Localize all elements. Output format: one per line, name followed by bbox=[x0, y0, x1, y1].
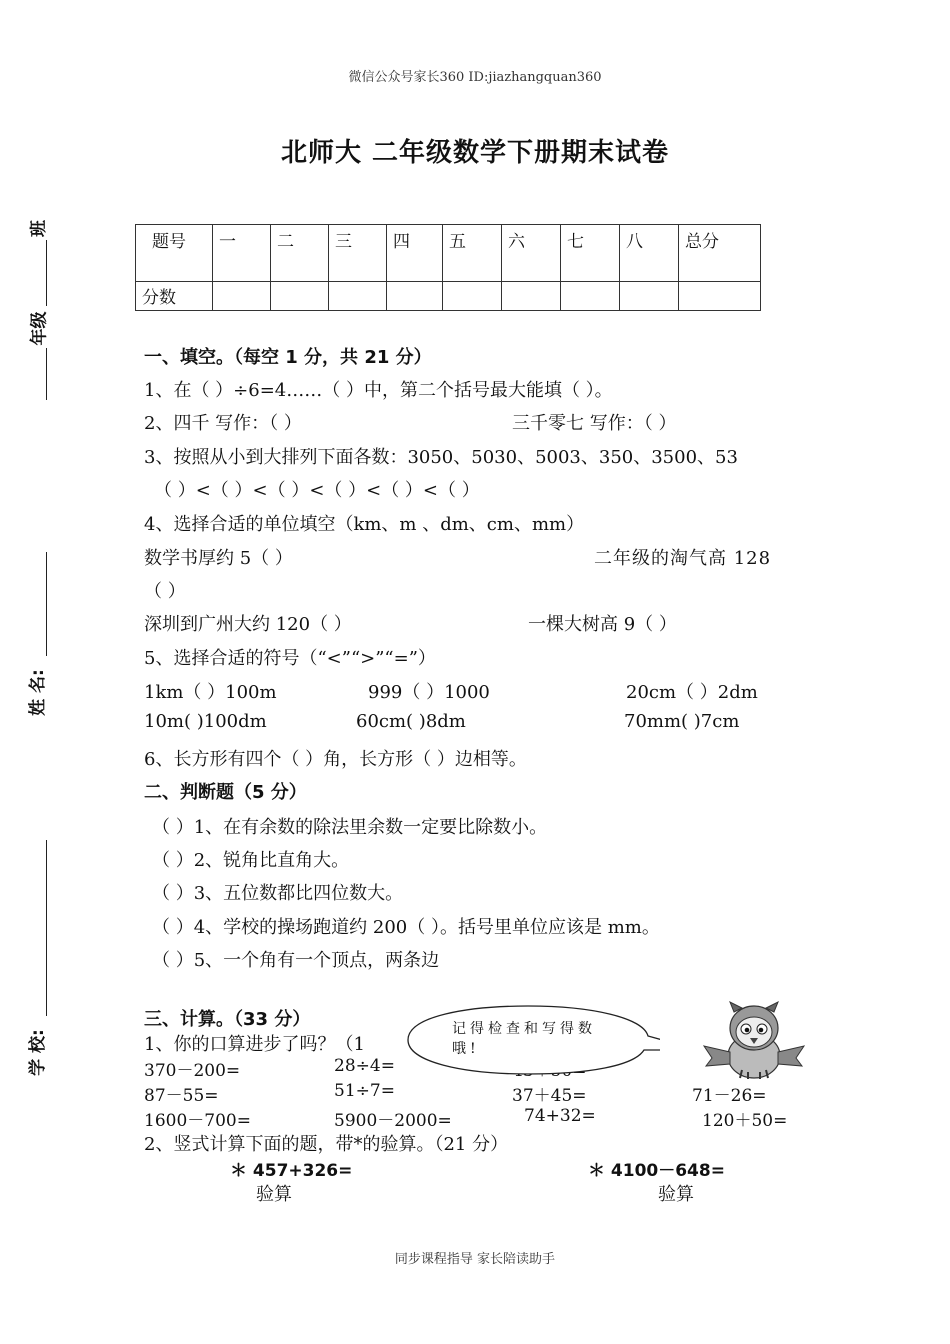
section3-q1: 1、你的口算进步了吗？（1 bbox=[144, 1034, 365, 1055]
score-cell[interactable] bbox=[443, 282, 502, 311]
section1-q4e: 一棵大树高 9（ ） bbox=[528, 614, 677, 635]
check-label-1: 验算 bbox=[256, 1184, 292, 1205]
section1-title: 一、填空。（每空 1 分，共 21 分） bbox=[144, 347, 432, 368]
section1-q1: 1、在（ ）÷6=4……（ ）中，第二个括号最大能填（ ）。 bbox=[144, 380, 613, 401]
section1-q5-r2-a: 10m( )100dm bbox=[144, 711, 267, 732]
section1-q5: 5、选择合适的符号（“<”“>”“=”） bbox=[144, 648, 436, 669]
side-label-school: 学 校: bbox=[27, 1029, 48, 1076]
header-cell-4: 四 bbox=[387, 225, 443, 282]
header-cell-question: 题号 bbox=[136, 225, 213, 282]
page-title: 北师大 二年级数学下册期末试卷 bbox=[280, 138, 670, 168]
side-blank-grade bbox=[46, 348, 47, 400]
section3-title: 三、计算。（33 分） bbox=[144, 1009, 311, 1030]
section1-q5-r1-c: 20cm（ ）2dm bbox=[626, 682, 758, 703]
calc-r2-c1: 87－55= bbox=[144, 1086, 219, 1106]
score-cell[interactable] bbox=[502, 282, 561, 311]
header-cell-2: 二 bbox=[271, 225, 329, 282]
score-table-header-row bbox=[136, 225, 761, 282]
section1-q4b: 二年级的淘气高 128 bbox=[594, 548, 772, 569]
side-blank-school bbox=[46, 840, 47, 1016]
check-label-2: 验算 bbox=[658, 1184, 694, 1205]
calc-r2-c2: 51÷7= bbox=[334, 1081, 395, 1101]
score-table bbox=[135, 224, 761, 311]
section1-q4a: 数学书厚约 5（ ） bbox=[144, 548, 293, 569]
header-cell-7: 七 bbox=[561, 225, 620, 282]
calc-r2-c4: 71－26= bbox=[692, 1086, 767, 1106]
calc-r3-c4: 120＋50= bbox=[702, 1111, 788, 1131]
calc-r2-c3: 37＋45= bbox=[512, 1086, 587, 1106]
side-label-name: 姓 名: bbox=[27, 669, 48, 716]
side-blank-class bbox=[46, 240, 47, 306]
section1-q3-blanks: （ ）<（ ）<（ ）<（ ）<（ ）<（ ） bbox=[154, 480, 480, 501]
section1-q4c: （ ） bbox=[144, 581, 186, 602]
section1-q2a: 2、四千 写作：（ ） bbox=[144, 413, 302, 434]
section2-item-4: （ ）4、学校的操场跑道约 200（ ）。括号里单位应该是 mm。 bbox=[152, 917, 660, 938]
section2-title: 二、判断题（5 分） bbox=[144, 782, 307, 803]
section1-q6: 6、长方形有四个（ ）角，长方形（ ）边相等。 bbox=[144, 749, 527, 770]
section1-q5-r1-a: 1km（ ）100m bbox=[144, 682, 277, 703]
section1-q4: 4、选择合适的单位填空（km、m 、dm、cm、mm） bbox=[144, 514, 585, 535]
score-cell[interactable] bbox=[271, 282, 329, 311]
section1-q5-r2-b: 60cm( )8dm bbox=[356, 711, 466, 732]
score-cell[interactable] bbox=[213, 282, 271, 311]
header-cell-8: 八 bbox=[620, 225, 679, 282]
owl-mascot-icon bbox=[700, 1000, 808, 1080]
section2-item-2: （ ）2、锐角比直角大。 bbox=[152, 850, 350, 871]
section1-q5-r2-c: 70mm( )7cm bbox=[624, 711, 740, 732]
section2-item-1: （ ）1、在有余数的除法里余数一定要比除数小。 bbox=[152, 817, 548, 838]
header-cell-1: 一 bbox=[213, 225, 271, 282]
section2-item-5: （ ）5、一个角有一个顶点，两条边 bbox=[152, 950, 440, 971]
section1-q2b: 三千零七 写作：（ ） bbox=[512, 413, 677, 434]
vertical-problem-1: ＊ 457+326= bbox=[230, 1161, 353, 1181]
calc-r1-c2: 28÷4= bbox=[334, 1056, 395, 1076]
calc-r3-c3: 74+32= bbox=[524, 1106, 596, 1126]
score-cell[interactable] bbox=[561, 282, 620, 311]
header-cell-5: 五 bbox=[443, 225, 502, 282]
score-cell[interactable] bbox=[620, 282, 679, 311]
section2-item-3: （ ）3、五位数都比四位数大。 bbox=[152, 883, 404, 904]
score-cell[interactable] bbox=[329, 282, 387, 311]
calc-r3-c2: 5900－2000= bbox=[334, 1111, 452, 1131]
score-cell[interactable] bbox=[679, 282, 761, 311]
side-blank-name bbox=[46, 552, 47, 656]
section3-q2: 2、竖式计算下面的题，带*的验算。（21 分） bbox=[144, 1134, 509, 1155]
calc-r3-c1: 1600－700= bbox=[144, 1111, 251, 1131]
side-label-grade: 年级 bbox=[29, 311, 50, 346]
section1-q4d: 深圳到广州大约 120（ ） bbox=[144, 614, 352, 635]
calc-r1-c1: 370－200= bbox=[144, 1061, 241, 1081]
section1-q3: 3、按照从小到大排列下面各数：3050、5030、5003、350、3500、53 bbox=[144, 447, 738, 468]
speech-bubble-text: 记得检查和写得数哦! bbox=[452, 1021, 596, 1057]
score-table-score-row bbox=[136, 282, 761, 311]
header-cell-3: 三 bbox=[329, 225, 387, 282]
side-label-class: 班 bbox=[29, 220, 49, 237]
section1-q5-r1-b: 999（ ）1000 bbox=[368, 682, 490, 703]
vertical-problem-2: ＊ 4100－648= bbox=[588, 1161, 725, 1181]
score-cell[interactable] bbox=[387, 282, 443, 311]
header-cell-6: 六 bbox=[502, 225, 561, 282]
score-row-label: 分数 bbox=[136, 282, 213, 311]
footer-note: 同步课程指导 家长陪读助手 bbox=[394, 1252, 556, 1267]
header-cell-total: 总分 bbox=[679, 225, 761, 282]
header-note: 微信公众号家长360 ID:jiazhangquan360 bbox=[348, 70, 602, 85]
